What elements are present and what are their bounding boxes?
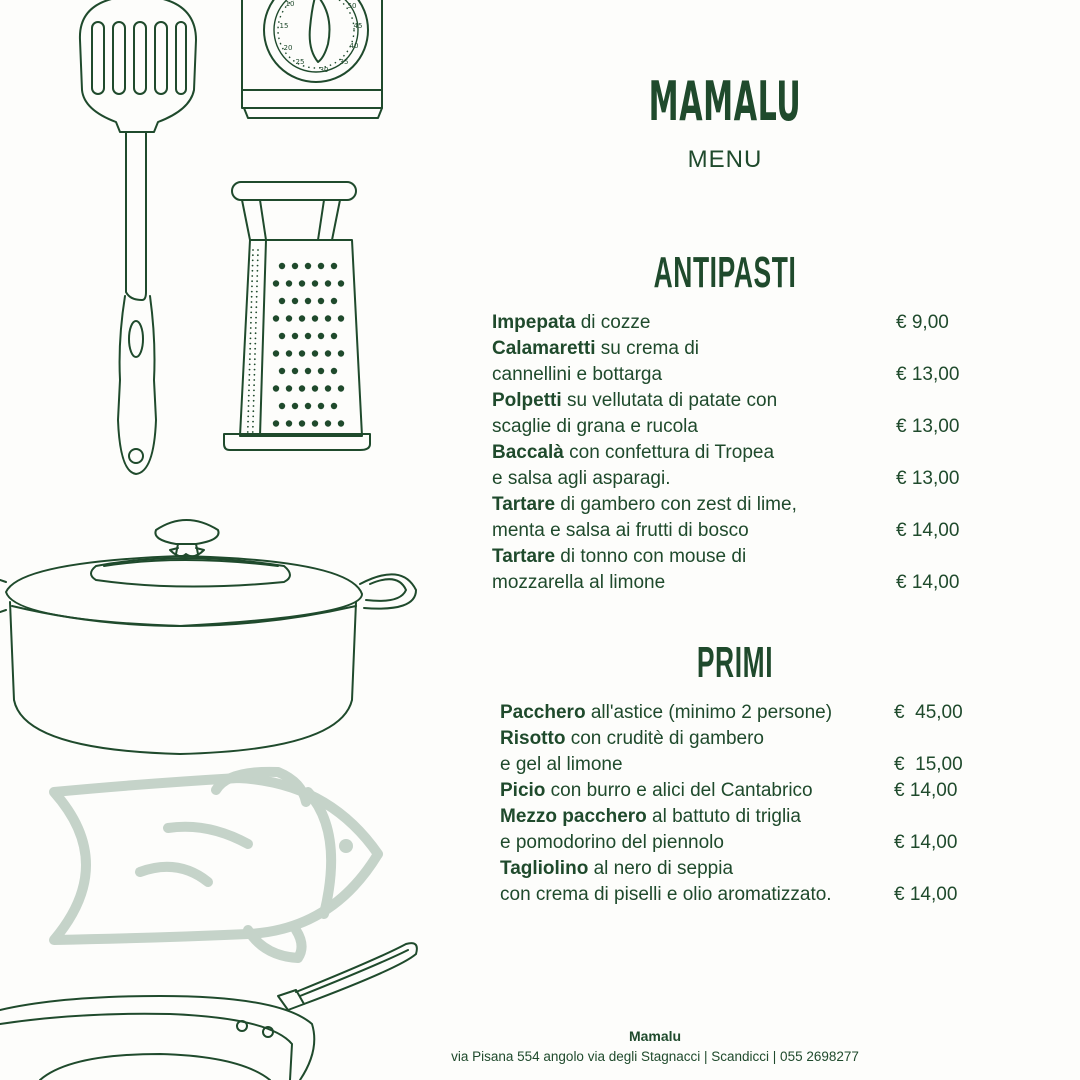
grater-side-hole bbox=[252, 265, 254, 267]
grater-side-hole bbox=[252, 254, 254, 256]
menu-line bbox=[492, 310, 982, 336]
grater-hole bbox=[338, 350, 344, 356]
menu-line bbox=[492, 414, 982, 440]
dish-description: menta e salsa ai frutti di bosco bbox=[492, 520, 749, 541]
casserole-pot-icon bbox=[0, 510, 420, 760]
dish-name: Tartare bbox=[492, 494, 556, 515]
grater-hole bbox=[318, 263, 324, 269]
grater-hole bbox=[279, 298, 285, 304]
grater-hole bbox=[305, 333, 311, 339]
grater-side-hole bbox=[249, 374, 251, 376]
menu-line bbox=[492, 466, 982, 492]
grater-side-hole bbox=[256, 275, 258, 277]
dish-description: su vellutata di patate con bbox=[561, 390, 778, 411]
grater-hole bbox=[299, 315, 305, 321]
grater-side-hole bbox=[257, 270, 259, 272]
grater-side-hole bbox=[247, 416, 249, 418]
dish-description: di gambero con zest di lime, bbox=[555, 494, 797, 515]
grater-side-hole bbox=[250, 312, 252, 314]
grater-side-hole bbox=[249, 348, 251, 350]
timer-number-50: 50 bbox=[347, 2, 357, 10]
spatula-icon bbox=[70, 0, 210, 480]
dish-name: Mezzo pacchero bbox=[500, 806, 647, 827]
menu-line bbox=[492, 336, 982, 362]
dish-description: all'astice (minimo 2 persone) bbox=[585, 702, 833, 723]
dish-price: € 13,00 bbox=[896, 468, 960, 489]
dish-price: € 13,00 bbox=[896, 416, 960, 437]
grater-hole bbox=[292, 368, 298, 374]
grater-side-hole bbox=[257, 249, 259, 251]
grater-hole bbox=[299, 420, 305, 426]
menu-line bbox=[500, 726, 990, 752]
grater-hole bbox=[292, 298, 298, 304]
dish-price: € 15,00 bbox=[894, 754, 963, 775]
menu-line bbox=[500, 882, 990, 908]
grater-side-hole bbox=[251, 301, 253, 303]
timer-number-35: 35 bbox=[339, 58, 349, 66]
grater-side-hole bbox=[250, 327, 252, 329]
grater-side-hole bbox=[252, 421, 254, 423]
dish-name: Calamaretti bbox=[492, 338, 596, 359]
grater-hole bbox=[312, 350, 318, 356]
grater-side-hole bbox=[253, 384, 255, 386]
dish-price: € 14,00 bbox=[894, 780, 958, 801]
kitchen-timer-icon bbox=[238, 0, 388, 122]
dish-description: con burro e alici del Cantabrico bbox=[545, 780, 813, 801]
grater-side-hole bbox=[253, 379, 255, 381]
dish-description: cannellini e bottarga bbox=[492, 364, 663, 385]
grater-hole bbox=[299, 385, 305, 391]
dish-description: di tonno con mouse di bbox=[555, 546, 747, 567]
grater-side-hole bbox=[252, 249, 254, 251]
grater-side-hole bbox=[257, 265, 259, 267]
section-title-primi: PRIMI bbox=[696, 638, 774, 687]
grater-side-hole bbox=[252, 270, 254, 272]
timer-number-40: 40 bbox=[349, 42, 359, 50]
grater-hole bbox=[338, 315, 344, 321]
grater-hole bbox=[338, 385, 344, 391]
grater-hole bbox=[286, 420, 292, 426]
dish-price: € 14,00 bbox=[896, 572, 960, 593]
grater-side-hole bbox=[247, 410, 249, 412]
dish-description: su crema di bbox=[595, 338, 699, 359]
grater-hole bbox=[273, 420, 279, 426]
footer-restaurant-name: Mamalu bbox=[628, 1028, 682, 1044]
timer-number-45: 45 bbox=[353, 22, 363, 30]
grater-hole bbox=[331, 403, 337, 409]
grater-hole bbox=[292, 333, 298, 339]
grater-side-hole bbox=[252, 410, 254, 412]
menu-line bbox=[500, 804, 990, 830]
grater-side-hole bbox=[253, 395, 255, 397]
grater-hole bbox=[325, 315, 331, 321]
grater-side-hole bbox=[253, 390, 255, 392]
grater-hole bbox=[331, 368, 337, 374]
dish-description: e salsa agli asparagi. bbox=[492, 468, 671, 489]
grater-side-hole bbox=[253, 405, 255, 407]
grater-side-hole bbox=[252, 260, 254, 262]
grater-hole bbox=[331, 298, 337, 304]
timer-number-15: 15 bbox=[279, 22, 289, 30]
grater-hole bbox=[325, 350, 331, 356]
grater-side-hole bbox=[248, 395, 250, 397]
grater-side-hole bbox=[252, 431, 254, 433]
dish-price: € 14,00 bbox=[894, 884, 958, 905]
grater-side-hole bbox=[249, 353, 251, 355]
dish-price: € 45,00 bbox=[894, 702, 963, 723]
grater-hole bbox=[299, 280, 305, 286]
grater-hole bbox=[286, 315, 292, 321]
footer-address: via Pisana 554 angolo via degli Stagnacci | Scandicci | 055 2698277 bbox=[451, 1049, 859, 1064]
grater-side-hole bbox=[251, 275, 253, 277]
menu-line bbox=[500, 700, 990, 726]
grater-side-hole bbox=[255, 332, 257, 334]
dish-name: Polpetti bbox=[492, 390, 562, 411]
grater-hole bbox=[312, 315, 318, 321]
dish-description: con confettura di Tropea bbox=[563, 442, 775, 463]
grater-side-hole bbox=[247, 426, 249, 428]
dish-price: € 14,00 bbox=[896, 520, 960, 541]
grater-hole bbox=[273, 315, 279, 321]
dish-price: € 13,00 bbox=[896, 364, 960, 385]
grater-side-hole bbox=[256, 296, 258, 298]
timer-number-30: 30 bbox=[319, 66, 329, 74]
grater-side-hole bbox=[255, 317, 257, 319]
dish-description: e pomodorino del piennolo bbox=[500, 832, 724, 853]
grater-hole bbox=[312, 280, 318, 286]
grater-hole bbox=[305, 368, 311, 374]
grater-hole bbox=[318, 333, 324, 339]
grater-side-hole bbox=[252, 426, 254, 428]
grater-hole bbox=[292, 263, 298, 269]
grater-hole bbox=[325, 420, 331, 426]
menu-line bbox=[492, 544, 982, 570]
grater-hole bbox=[338, 420, 344, 426]
grater-hole bbox=[273, 385, 279, 391]
grater-hole bbox=[338, 280, 344, 286]
dish-name: Impepata bbox=[492, 312, 576, 333]
restaurant-title: MAMALU bbox=[648, 70, 802, 133]
grater-side-hole bbox=[254, 353, 256, 355]
menu-line bbox=[492, 388, 982, 414]
grater-side-hole bbox=[254, 343, 256, 345]
grater-hole bbox=[279, 263, 285, 269]
menu-line bbox=[492, 570, 982, 596]
grater-hole bbox=[318, 368, 324, 374]
section-title-antipasti: ANTIPASTI bbox=[653, 248, 797, 297]
grater-side-hole bbox=[255, 338, 257, 340]
grater-side-hole bbox=[251, 291, 253, 293]
dish-name: Pacchero bbox=[500, 702, 586, 723]
dish-name: Tagliolino bbox=[500, 858, 589, 879]
grater-hole bbox=[305, 298, 311, 304]
dish-description: con cruditè di gambero bbox=[565, 728, 764, 749]
grater-hole bbox=[292, 403, 298, 409]
grater-side-hole bbox=[252, 416, 254, 418]
menu-line bbox=[500, 830, 990, 856]
grater-side-hole bbox=[254, 374, 256, 376]
grater-side-hole bbox=[250, 306, 252, 308]
grater-side-hole bbox=[250, 338, 252, 340]
dish-price: € 14,00 bbox=[894, 832, 958, 853]
grater-hole bbox=[305, 403, 311, 409]
grater-hole bbox=[279, 333, 285, 339]
dish-description: al nero di seppia bbox=[588, 858, 734, 879]
grater-side-hole bbox=[253, 400, 255, 402]
menu-line bbox=[492, 362, 982, 388]
dish-description: mozzarella al limone bbox=[492, 572, 666, 593]
menu-line bbox=[492, 492, 982, 518]
grater-hole bbox=[331, 333, 337, 339]
grater-side-hole bbox=[254, 358, 256, 360]
dish-name: Baccalà bbox=[492, 442, 564, 463]
grater-hole bbox=[305, 263, 311, 269]
grater-side-hole bbox=[251, 286, 253, 288]
grater-side-hole bbox=[254, 348, 256, 350]
grater-side-hole bbox=[251, 296, 253, 298]
menu-line bbox=[492, 440, 982, 466]
dish-name: Tartare bbox=[492, 546, 556, 567]
grater-hole bbox=[286, 350, 292, 356]
dish-name: Risotto bbox=[500, 728, 566, 749]
grater-hole bbox=[299, 350, 305, 356]
grater-side-hole bbox=[251, 280, 253, 282]
grater-hole bbox=[279, 403, 285, 409]
grater-side-hole bbox=[248, 390, 250, 392]
grater-side-hole bbox=[254, 369, 256, 371]
grater-side-hole bbox=[256, 280, 258, 282]
antipasti-list bbox=[492, 310, 982, 596]
grater-side-hole bbox=[256, 286, 258, 288]
grater-side-hole bbox=[250, 332, 252, 334]
menu-line bbox=[492, 518, 982, 544]
grater-side-hole bbox=[254, 364, 256, 366]
dish-description: scaglie di grana e rucola bbox=[492, 416, 698, 437]
grater-side-hole bbox=[248, 405, 250, 407]
menu-subtitle: MENU bbox=[687, 146, 763, 173]
dish-name: Picio bbox=[500, 780, 546, 801]
kitchen-illustrations bbox=[0, 0, 480, 1080]
dish-description: al battuto di triglia bbox=[646, 806, 801, 827]
grater-side-hole bbox=[249, 343, 251, 345]
grater-hole bbox=[318, 298, 324, 304]
grater-side-hole bbox=[248, 384, 250, 386]
grater-side-hole bbox=[250, 322, 252, 324]
grater-icon bbox=[220, 178, 376, 458]
timer-number-10: 10 bbox=[285, 0, 295, 8]
grater-side-hole bbox=[248, 379, 250, 381]
grater-side-hole bbox=[248, 400, 250, 402]
grater-side-hole bbox=[257, 254, 259, 256]
grater-side-hole bbox=[249, 358, 251, 360]
grater-hole bbox=[312, 420, 318, 426]
grater-side-hole bbox=[250, 317, 252, 319]
timer-number-20: 20 bbox=[283, 44, 293, 52]
grater-hole bbox=[318, 403, 324, 409]
grater-side-hole bbox=[257, 260, 259, 262]
grater-hole bbox=[312, 385, 318, 391]
dish-description: di cozze bbox=[575, 312, 651, 333]
dish-description: e gel al limone bbox=[500, 754, 623, 775]
primi-list bbox=[500, 700, 990, 908]
menu-line bbox=[500, 856, 990, 882]
menu-line bbox=[500, 778, 990, 804]
grater-hole bbox=[331, 263, 337, 269]
grater-hole bbox=[279, 368, 285, 374]
fish-icon bbox=[48, 762, 388, 968]
grater-side-hole bbox=[256, 301, 258, 303]
dish-price: € 9,00 bbox=[896, 312, 949, 333]
grater-side-hole bbox=[249, 364, 251, 366]
frying-pan-icon bbox=[0, 940, 420, 1080]
dish-description: con crema di piselli e olio aromatizzato. bbox=[500, 884, 832, 905]
grater-hole bbox=[273, 350, 279, 356]
grater-side-hole bbox=[249, 369, 251, 371]
grater-hole bbox=[273, 280, 279, 286]
grater-side-hole bbox=[255, 322, 257, 324]
grater-side-hole bbox=[247, 431, 249, 433]
grater-side-hole bbox=[255, 327, 257, 329]
grater-hole bbox=[286, 385, 292, 391]
grater-hole bbox=[286, 280, 292, 286]
grater-hole bbox=[325, 280, 331, 286]
grater-hole bbox=[325, 385, 331, 391]
grater-side-hole bbox=[247, 421, 249, 423]
menu-line bbox=[500, 752, 990, 778]
timer-number-25: 25 bbox=[295, 58, 305, 66]
grater-side-hole bbox=[255, 312, 257, 314]
grater-side-hole bbox=[255, 306, 257, 308]
grater-side-hole bbox=[256, 291, 258, 293]
